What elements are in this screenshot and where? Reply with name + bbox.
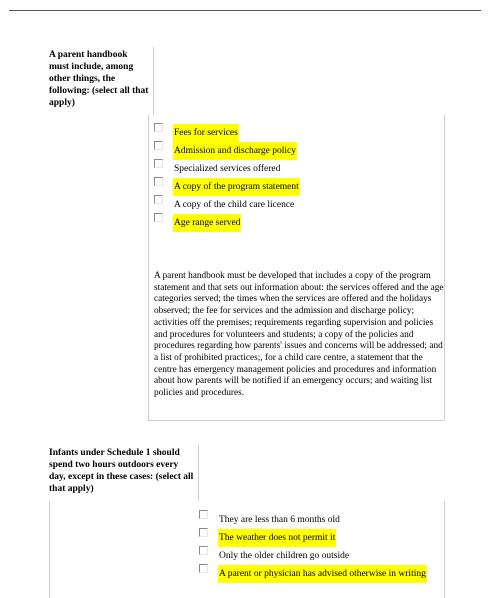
top-divider bbox=[9, 10, 481, 11]
checkbox[interactable] bbox=[154, 213, 163, 222]
question-1-explanation: A parent handbook must be developed that includes a copy of the program statement and that sets out information about: the services offered and the age categories served; the times when the services are offered and the holidays observed; the fee for services and the admission and discharge policy; activities off the premises; requirements regarding supervision and policies and procedures for volunteers and students; a copy of the policies and procedures regarding how parents' issues and concerns will be addressed; and a list of prohibited practices;, for a child care centre, a statement that the centre has emergency management policies and procedures and information about how parents will be notified if an emergency occurs; and waiting list policies and procedures. bbox=[154, 271, 444, 399]
question-2-options-right-border bbox=[444, 501, 445, 598]
option-label: Specialized services offered bbox=[174, 164, 281, 174]
option-label: A parent or physician has advised otherwise in writing bbox=[218, 565, 427, 583]
option-label: A copy of the program statement bbox=[173, 178, 300, 196]
checkbox[interactable] bbox=[199, 528, 208, 537]
question-1-bottom-border bbox=[148, 420, 444, 421]
checkbox[interactable] bbox=[154, 141, 163, 150]
question-2-label-divider bbox=[198, 445, 199, 501]
checkbox[interactable] bbox=[154, 159, 163, 168]
option-label: They are less than 6 months old bbox=[219, 515, 340, 525]
question-2-options-left-border bbox=[49, 501, 50, 598]
option-label: A copy of the child care licence bbox=[174, 200, 295, 210]
option-label: The weather does not permit it bbox=[218, 529, 336, 547]
question-1-label: A parent handbook must include, among other things, the following: (select all that apply) bbox=[49, 50, 149, 108]
question-1-label-divider bbox=[153, 47, 154, 115]
option-label: Admission and discharge policy bbox=[173, 142, 297, 160]
checkbox[interactable] bbox=[154, 195, 163, 204]
option-label: Only the older children go outside bbox=[219, 551, 350, 561]
option-label: Fees for services bbox=[173, 124, 239, 142]
question-2-label: Infants under Schedule 1 should spend two hours outdoors every day, except in these cases: (select all that apply) bbox=[49, 448, 194, 494]
checkbox[interactable] bbox=[199, 564, 208, 573]
question-1-options-left-border bbox=[148, 115, 149, 420]
checkbox[interactable] bbox=[199, 546, 208, 555]
checkbox[interactable] bbox=[199, 510, 208, 519]
checkbox[interactable] bbox=[154, 177, 163, 186]
option-label: Age range served bbox=[173, 214, 241, 232]
checkbox[interactable] bbox=[154, 123, 163, 132]
